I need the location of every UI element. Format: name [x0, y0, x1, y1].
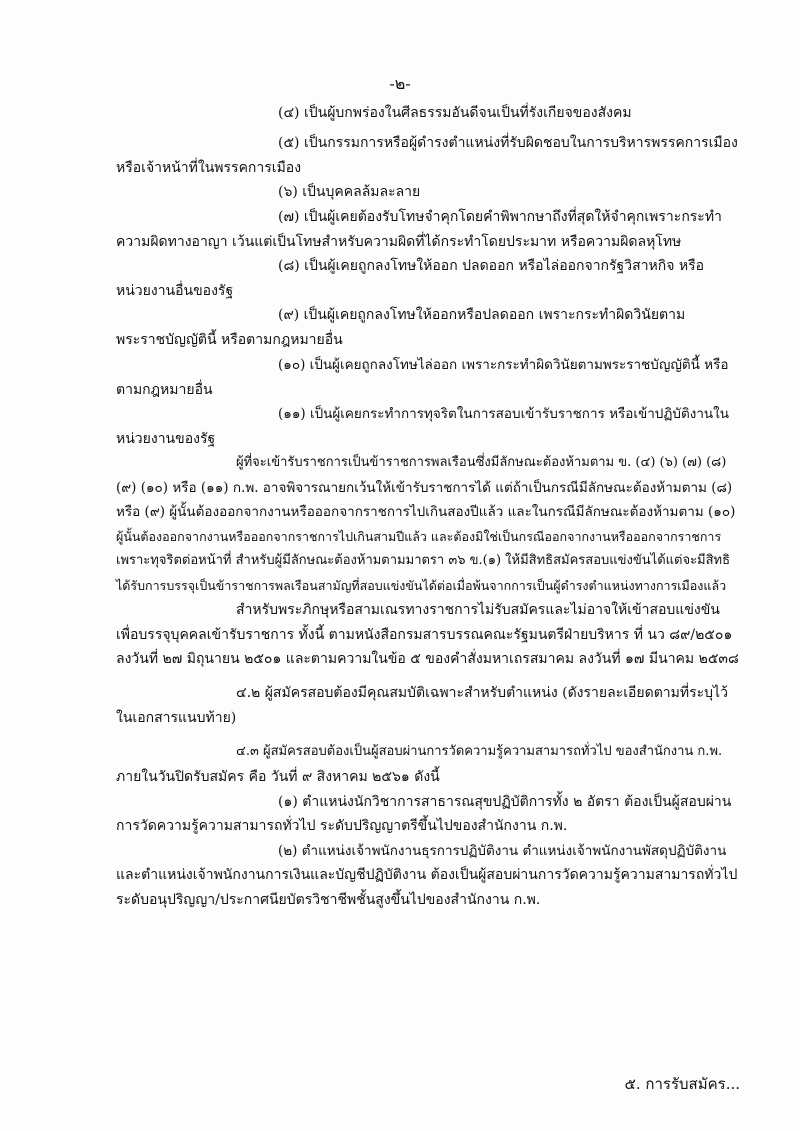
item-4: (๔) เป็นผู้บกพร่องในศีลธรรมอันดีจนเป็นที่รังเกียจของสังคม	[278, 105, 632, 121]
section-4-3-item-2-cont: ระดับอนุปริญญา/ประกาศนียบัตรวิชาชีพชั้นสูงขึ้นไปของสำนักงาน ก.พ.	[116, 892, 541, 908]
exception-paragraph-line: ผู้นั้นต้องออกจากงานหรือออกจากราชการไปเกินสามปีแล้ว และต้องมิใช่เป็นกรณีออกจากงานหรือออกจากราชการ	[116, 529, 722, 544]
item-5: (๕) เป็นกรรมการหรือผู้ดำรงตำแหน่งที่รับผิดชอบในการบริหารพรรคการเมือง	[278, 135, 738, 151]
exception-paragraph-line: เพราะทุจริตต่อหน้าที่ สำหรับผู้มีลักษณะต้องห้ามตามมาตรา ๓๖ ข.(๑) ให้มีสิทธิสมัครสอบแข่งขันได้แต่จะมีสิทธิ	[116, 553, 731, 568]
item-8-cont: หน่วยงานอื่นของรัฐ	[116, 283, 234, 299]
section-4-2-cont: ในเอกสารแนบท้าย)	[116, 710, 237, 726]
section-4-2: ๔.๒ ผู้สมัครสอบต้องมีคุณสมบัติเฉพาะสำหรับตำแหน่ง (ดังรายละเอียดตามที่ระบุไว้	[236, 685, 728, 701]
exception-paragraph-line: ได้รับการบรรจุเป็นข้าราชการพลเรือนสามัญที่สอบแข่งขันได้ต่อเมื่อพ้นจากการเป็นผู้ดำรงตำแหน่งทางการเมืองแล้ว	[116, 578, 727, 593]
item-10-cont: ตามกฎหมายอื่น	[116, 382, 213, 398]
section-4-3-item-2: (๒) ตำแหน่งเจ้าพนักงานธุรการปฏิบัติงาน ตำแหน่งเจ้าพนักงานพัสดุปฏิบัติงาน	[278, 843, 727, 859]
monk-paragraph-line: เพื่อบรรจุบุคคลเข้ารับราชการ ทั้งนี้ ตามหนังสือกรมสารบรรณคณะรัฐมนตรีฝ่ายบริหาร ที่ นว ๘๙/๒๕๐๑	[116, 627, 733, 643]
item-11-cont: หน่วยงานของรัฐ	[116, 431, 216, 447]
exception-paragraph-line: หรือ (๙) ผู้นั้นต้องออกจากงานหรือออกจากราชการไปเกินสองปีแล้ว และในกรณีมีลักษณะต้องห้ามตาม (๑๐)	[116, 504, 736, 520]
section-4-3-cont: ภายในวันปิดรับสมัคร คือ วันที่ ๙ สิงหาคม ๒๕๖๑ ดังนี้	[116, 769, 440, 785]
continuation-footer: ๕. การรับสมัคร...	[624, 1075, 740, 1093]
item-11: (๑๑) เป็นผู้เคยกระทำการทุจริตในการสอบเข้ารับราชการ หรือเข้าปฏิบัติงานใน	[278, 406, 729, 422]
monk-paragraph-line: สำหรับพระภิกษุหรือสามเณรทางราชการไม่รับสมัครและไม่อาจให้เข้าสอบแข่งขัน	[236, 602, 720, 618]
item-9: (๙) เป็นผู้เคยถูกลงโทษให้ออกหรือปลดออก เพราะกระทำผิดวินัยตาม	[278, 307, 686, 323]
monk-paragraph-line: ลงวันที่ ๒๗ มิถุนายน ๒๕๐๑ และตามความในข้อ ๕ ของคำสั่งมหาเถรสมาคม ลงวันที่ ๑๗ มีนาคม ๒๕๓๘	[116, 651, 739, 667]
item-6: (๖) เป็นบุคคลล้มละลาย	[278, 184, 421, 200]
item-9-cont: พระราชบัญญัตินี้ หรือตามกฎหมายอื่น	[116, 332, 343, 348]
page-number: -๒-	[389, 74, 411, 93]
exception-paragraph-line: (๙) (๑๐) หรือ (๑๑) ก.พ. อาจพิจารณายกเว้นให้เข้ารับราชการได้ แต่ถ้าเป็นกรณีมีลักษณะต้องห้ามตาม (๘)	[116, 480, 733, 496]
item-8: (๘) เป็นผู้เคยถูกลงโทษให้ออก ปลดออก หรือไล่ออกจากรัฐวิสาหกิจ หรือ	[278, 258, 705, 274]
exception-paragraph-line: ผู้ที่จะเข้ารับราชการเป็นข้าราชการพลเรือนซึ่งมีลักษณะต้องห้ามตาม ข. (๔) (๖) (๗) (๘)	[236, 455, 727, 470]
item-10: (๑๐) เป็นผู้เคยถูกลงโทษไล่ออก เพราะกระทำผิดวินัยตามพระราชบัญญัตินี้ หรือ	[278, 357, 729, 373]
section-4-3-item-1-cont: การวัดความรู้ความสามารถทั่วไป ระดับปริญญาตรีขึ้นไปของสำนักงาน ก.พ.	[116, 818, 568, 834]
section-4-3-item-1: (๑) ตำแหน่งนักวิชาการสาธารณสุขปฏิบัติการทั้ง ๒ อัตรา ต้องเป็นผู้สอบผ่าน	[278, 794, 732, 810]
item-7-cont: ความผิดทางอาญา เว้นแต่เป็นโทษสำหรับความผิดที่ได้กระทำโดยประมาท หรือความผิดลหุโทษ	[116, 234, 682, 250]
item-5-cont: หรือเจ้าหน้าที่ในพรรคการเมือง	[116, 160, 302, 176]
section-4-3: ๔.๓ ผู้สมัครสอบต้องเป็นผู้สอบผ่านการวัดความรู้ความสามารถทั่วไป ของสำนักงาน ก.พ.	[236, 744, 723, 759]
item-7: (๗) เป็นผู้เคยต้องรับโทษจำคุกโดยคำพิพากษาถึงที่สุดให้จำคุกเพราะกระทำ	[278, 209, 722, 225]
section-4-3-item-2-cont: และตำแหน่งเจ้าพนักงานการเงินและบัญชีปฏิบัติงาน ต้องเป็นผู้สอบผ่านการวัดความรู้ความสามารถทั่วไป	[116, 867, 738, 883]
